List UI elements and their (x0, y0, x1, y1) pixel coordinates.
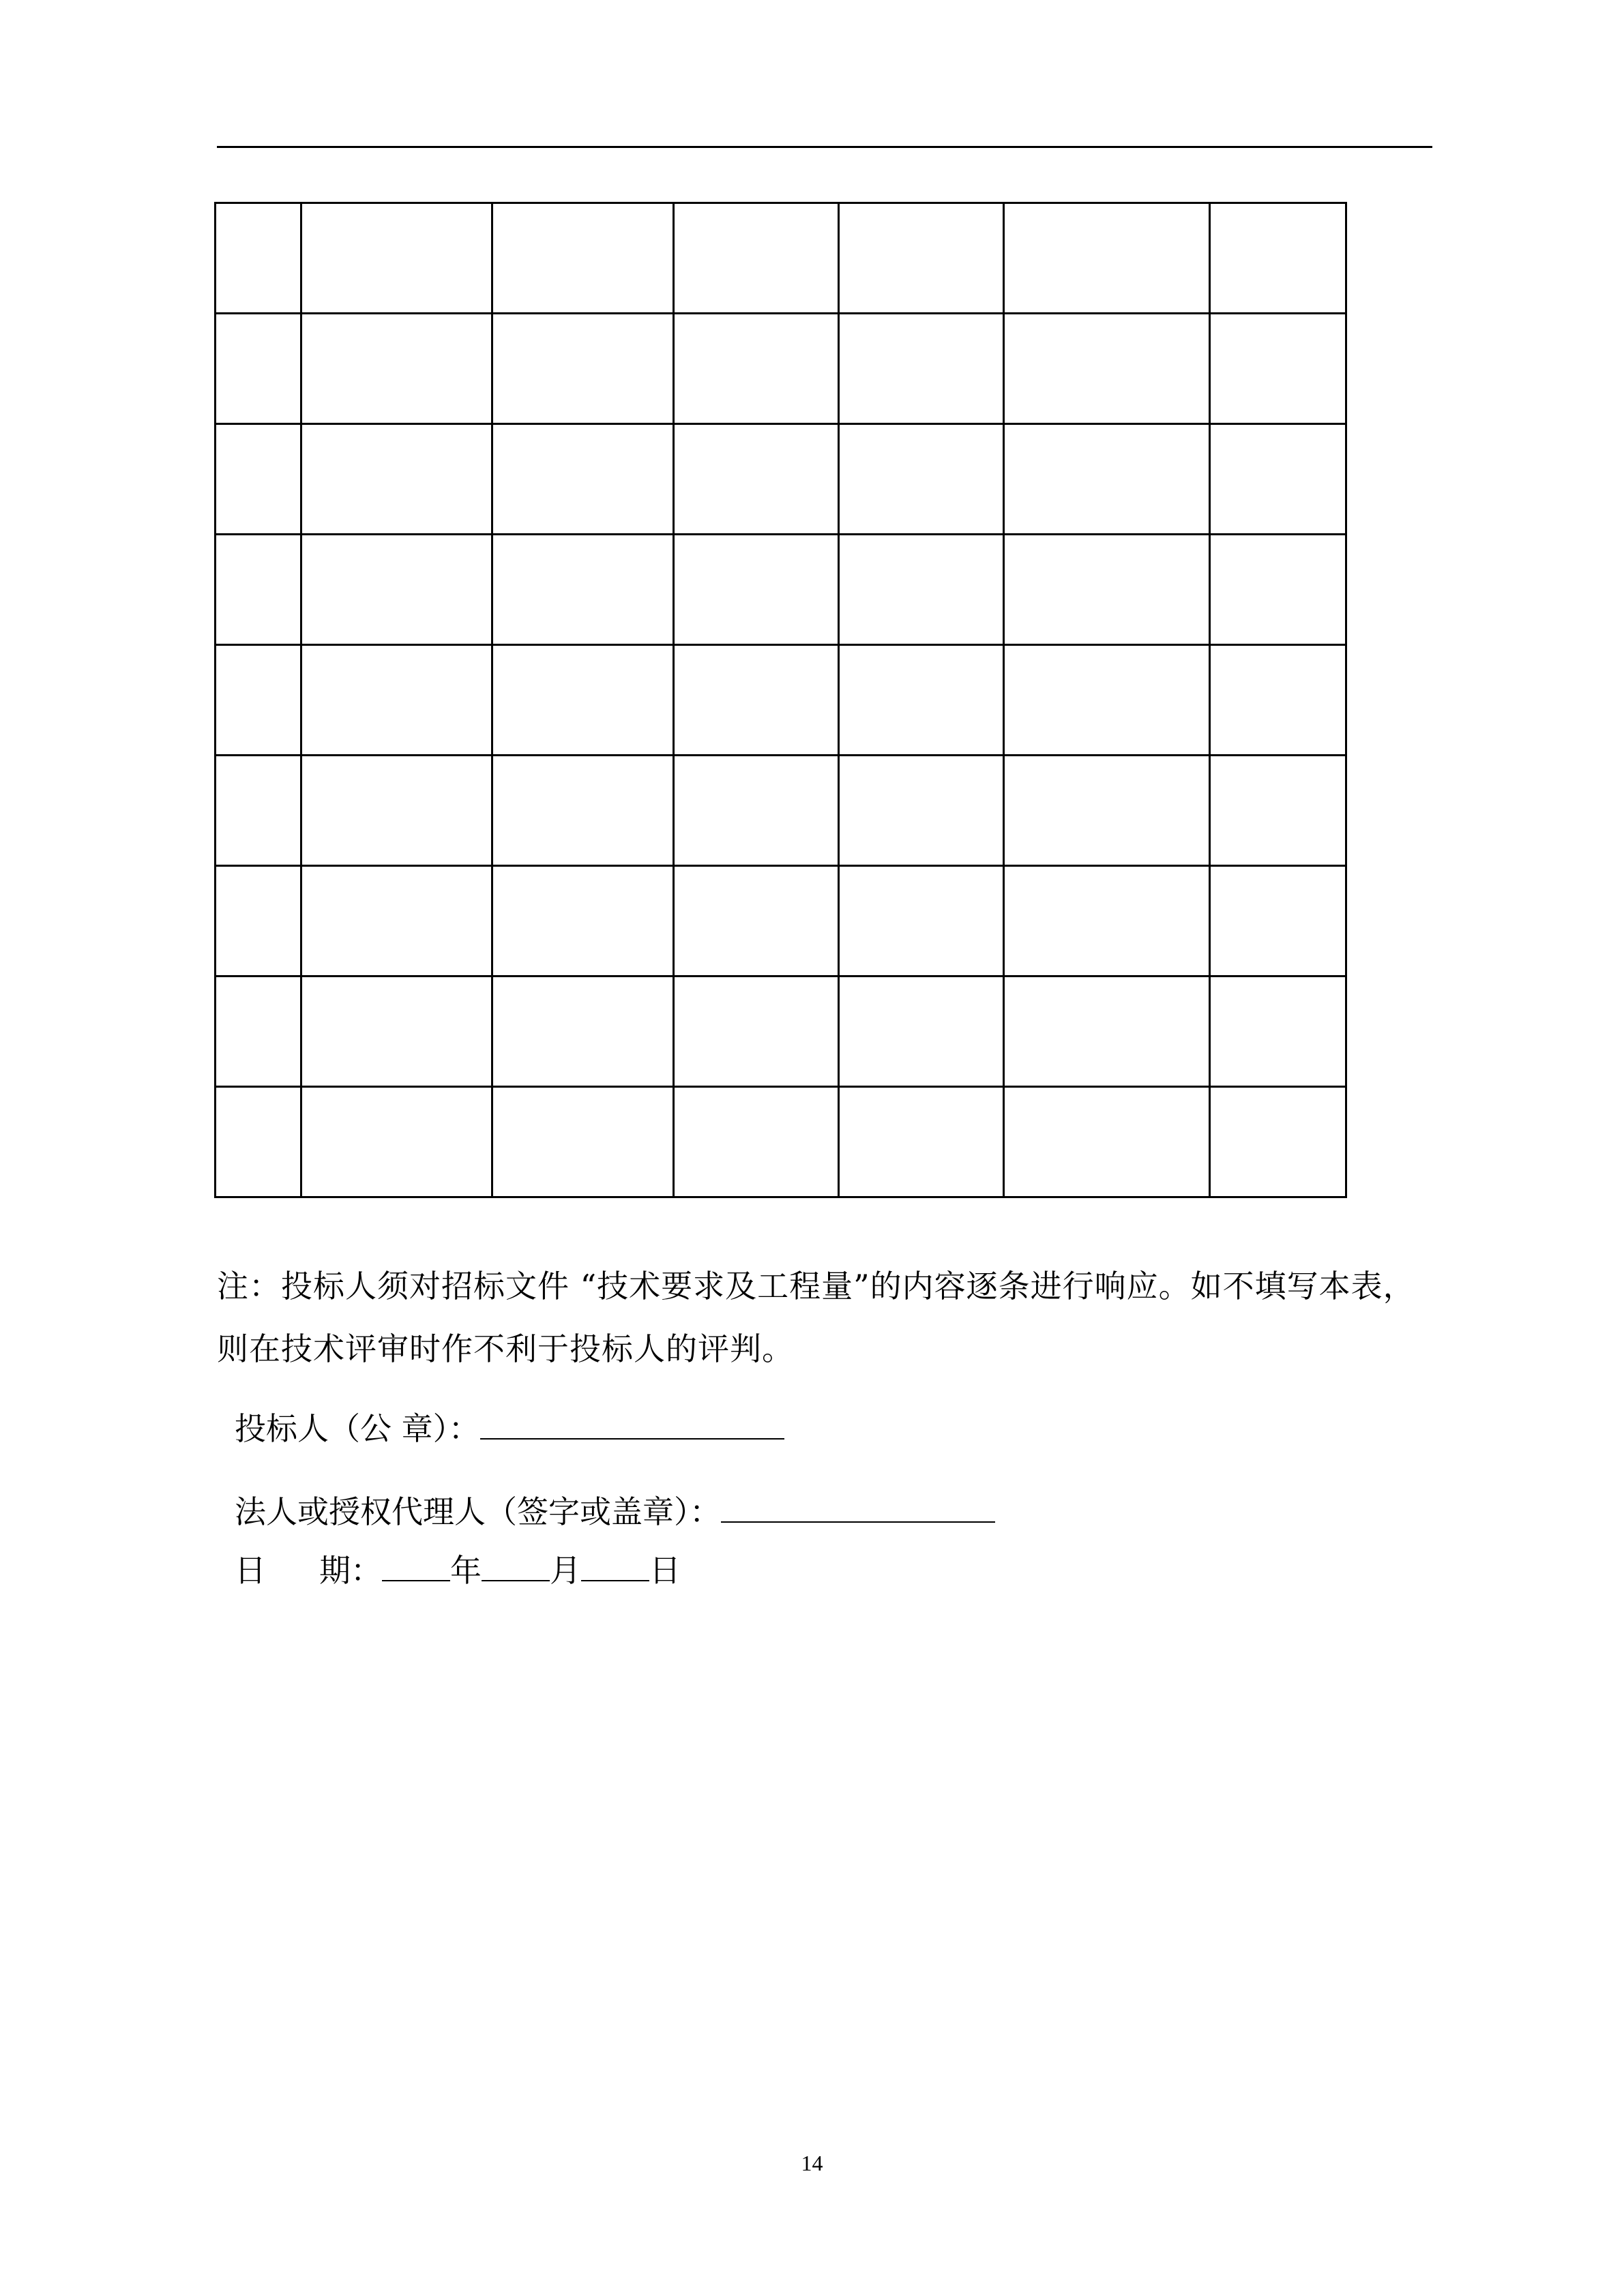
table-cell[interactable] (674, 203, 839, 314)
table-row (216, 976, 1346, 1087)
table-cell[interactable] (1210, 314, 1346, 424)
table-cell[interactable] (301, 314, 492, 424)
table-cell[interactable] (301, 1087, 492, 1197)
table-cell[interactable] (1210, 535, 1346, 645)
day-blank[interactable] (581, 1550, 649, 1581)
table-cell[interactable] (674, 314, 839, 424)
table-cell[interactable] (1004, 535, 1210, 645)
table-cell[interactable] (301, 203, 492, 314)
date-line (235, 1550, 681, 1591)
table-cell[interactable] (492, 535, 674, 645)
table-cell[interactable] (839, 314, 1004, 424)
table-cell[interactable] (216, 1087, 301, 1197)
legal-representative-label: 法人或授权代理人（签字或盖章）： (235, 1493, 721, 1530)
table-body (216, 203, 1346, 1197)
table-cell[interactable] (1210, 1087, 1346, 1197)
table-cell[interactable] (1210, 976, 1346, 1087)
table-cell[interactable] (1210, 203, 1346, 314)
table-row (216, 866, 1346, 976)
legal-representative-blank[interactable] (721, 1491, 995, 1523)
table-cell[interactable] (492, 203, 674, 314)
table-cell[interactable] (492, 645, 674, 756)
table-cell[interactable] (839, 976, 1004, 1087)
table-cell[interactable] (216, 866, 301, 976)
table-cell[interactable] (216, 645, 301, 756)
date-label-second: 期： (319, 1552, 382, 1589)
month-label: 月 (550, 1552, 581, 1589)
table-cell[interactable] (492, 756, 674, 866)
legal-representative-line (235, 1491, 995, 1532)
month-blank[interactable] (482, 1550, 550, 1581)
table-row (216, 645, 1346, 756)
table-cell[interactable] (216, 756, 301, 866)
table-cell[interactable] (1004, 314, 1210, 424)
table-cell[interactable] (1004, 866, 1210, 976)
table-cell[interactable] (839, 203, 1004, 314)
table-cell[interactable] (1004, 424, 1210, 535)
table-cell[interactable] (492, 314, 674, 424)
table-cell[interactable] (492, 976, 674, 1087)
bidder-seal-blank[interactable] (480, 1408, 784, 1440)
response-table (214, 202, 1347, 1198)
table-cell[interactable] (674, 866, 839, 976)
table-cell[interactable] (1004, 203, 1210, 314)
table-row (216, 1087, 1346, 1197)
table-cell[interactable] (492, 866, 674, 976)
table-cell[interactable] (1210, 424, 1346, 535)
table-cell[interactable] (1210, 756, 1346, 866)
table-cell[interactable] (216, 314, 301, 424)
table-cell[interactable] (301, 866, 492, 976)
table-cell[interactable] (674, 1087, 839, 1197)
table-cell[interactable] (1004, 976, 1210, 1087)
table-cell[interactable] (839, 866, 1004, 976)
table-cell[interactable] (301, 756, 492, 866)
table-cell[interactable] (839, 424, 1004, 535)
table-cell[interactable] (216, 976, 301, 1087)
table-row (216, 203, 1346, 314)
day-label: 日 (649, 1552, 681, 1589)
table-cell[interactable] (674, 645, 839, 756)
table-row (216, 756, 1346, 866)
note-paragraph: 注：投标人须对招标文件 “技术要求及工程量”的内容逐条进行响应。如不填写本表，则在技术评审时作不利于投标人的评判。 (217, 1268, 1415, 1367)
table-cell[interactable] (301, 645, 492, 756)
table-row (216, 314, 1346, 424)
table-cell[interactable] (301, 976, 492, 1087)
year-label: 年 (450, 1552, 482, 1589)
table-cell[interactable] (492, 1087, 674, 1197)
table-cell[interactable] (216, 535, 301, 645)
table-cell[interactable] (674, 424, 839, 535)
table-cell[interactable] (492, 424, 674, 535)
date-label-first: 日 (235, 1552, 266, 1589)
table-cell[interactable] (1004, 645, 1210, 756)
table-cell[interactable] (216, 424, 301, 535)
table-cell[interactable] (1210, 645, 1346, 756)
table-row (216, 535, 1346, 645)
table-row (216, 424, 1346, 535)
bidder-seal-line (235, 1408, 784, 1449)
table-cell[interactable] (839, 645, 1004, 756)
table-cell[interactable] (674, 535, 839, 645)
bidder-seal-label: 投标人（公 章）： (235, 1410, 480, 1447)
table-cell[interactable] (839, 756, 1004, 866)
table-cell[interactable] (301, 535, 492, 645)
table-cell[interactable] (839, 1087, 1004, 1197)
table-cell[interactable] (216, 203, 301, 314)
table-cell[interactable] (1004, 1087, 1210, 1197)
year-blank[interactable] (382, 1550, 450, 1581)
table-cell[interactable] (301, 424, 492, 535)
table-cell[interactable] (839, 535, 1004, 645)
table-cell[interactable] (674, 756, 839, 866)
table-cell[interactable] (1210, 866, 1346, 976)
header-rule (217, 146, 1432, 148)
page-number: 14 (801, 2151, 823, 2175)
table-cell[interactable] (674, 976, 839, 1087)
table-cell[interactable] (1004, 756, 1210, 866)
